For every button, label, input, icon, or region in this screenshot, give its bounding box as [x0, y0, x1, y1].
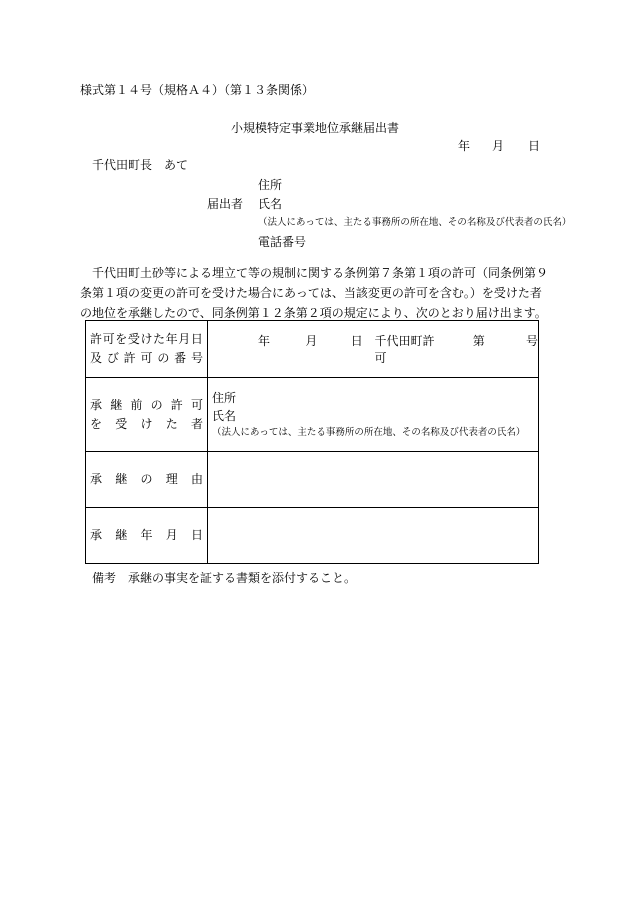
notifier-phone-label: 電話番号	[258, 235, 307, 249]
form-number: 様式第１４号（規格Ａ４）（第１３条関係）	[80, 83, 315, 97]
permit-day-label: 日	[350, 334, 363, 348]
body-text: 千代田町土砂等による埋立て等の規制に関する条例第７条第１項の許可（同条例第９条第１項の変更の許可を受けた場合にあっては、当該変更の許可を含む。）を受けた者の地位を承継したので、同条例第１２条第２項の規定により、次のとおり届け出ます。	[80, 266, 549, 320]
permit-date-number-field[interactable]	[208, 321, 539, 378]
permit-authority-label: 千代田町許可	[374, 334, 435, 365]
permit-date-number-head	[86, 321, 208, 378]
succession-reason-head: 承 継 の 理 由	[86, 452, 208, 508]
remark: 備考 承継の事実を証する書類を添付すること。	[92, 571, 357, 585]
date-year-label: 年	[458, 139, 471, 153]
previous-holder-address-label: 住所	[212, 390, 237, 405]
permit-year-label: 年	[258, 334, 271, 348]
succession-date-head: 承 継 年 月 日	[86, 508, 208, 564]
date-month-label: 月	[492, 139, 505, 153]
previous-holder-head-line2: を 受 け た 者	[90, 416, 203, 431]
previous-holder-row	[86, 378, 539, 452]
succession-reason-field[interactable]	[208, 452, 539, 508]
succession-reason-row	[86, 452, 539, 508]
submission-date	[458, 137, 540, 154]
addressee: 千代田町長 あて	[92, 158, 189, 172]
notifier-role-label: 届出者	[207, 197, 244, 211]
permit-date-number-row	[86, 321, 539, 378]
previous-holder-name-label: 氏名	[212, 408, 237, 423]
permit-head-line1: 許 可 を 受 け た 年 月 日	[90, 332, 203, 346]
notifier-name-note: （法人にあっては、主たる事務所の所在地、その名称及び代表者の氏名）	[258, 217, 572, 228]
succession-date-row	[86, 508, 539, 564]
succession-date-field[interactable]	[208, 508, 539, 564]
permit-dai-label: 第	[472, 334, 485, 348]
previous-holder-field[interactable]	[208, 378, 539, 452]
permit-head-line2: 及 び 許 可 の 番 号	[90, 351, 203, 365]
permit-month-label: 月	[305, 334, 318, 348]
permit-go-label: 号	[525, 334, 538, 348]
document-title: 小規模特定事業地位承継届出書	[230, 121, 399, 135]
previous-holder-head-line1: 承 継 前 の 許 可	[90, 397, 203, 412]
date-day-label: 日	[528, 139, 541, 153]
notifier-address-label: 住所	[258, 178, 283, 192]
succession-form-table	[85, 320, 539, 564]
notifier-name-label: 氏名	[258, 197, 283, 211]
previous-holder-head	[86, 378, 208, 452]
previous-holder-note: （法人にあっては、主たる事務所の所在地、その名称及び代表者の氏名）	[212, 426, 526, 438]
